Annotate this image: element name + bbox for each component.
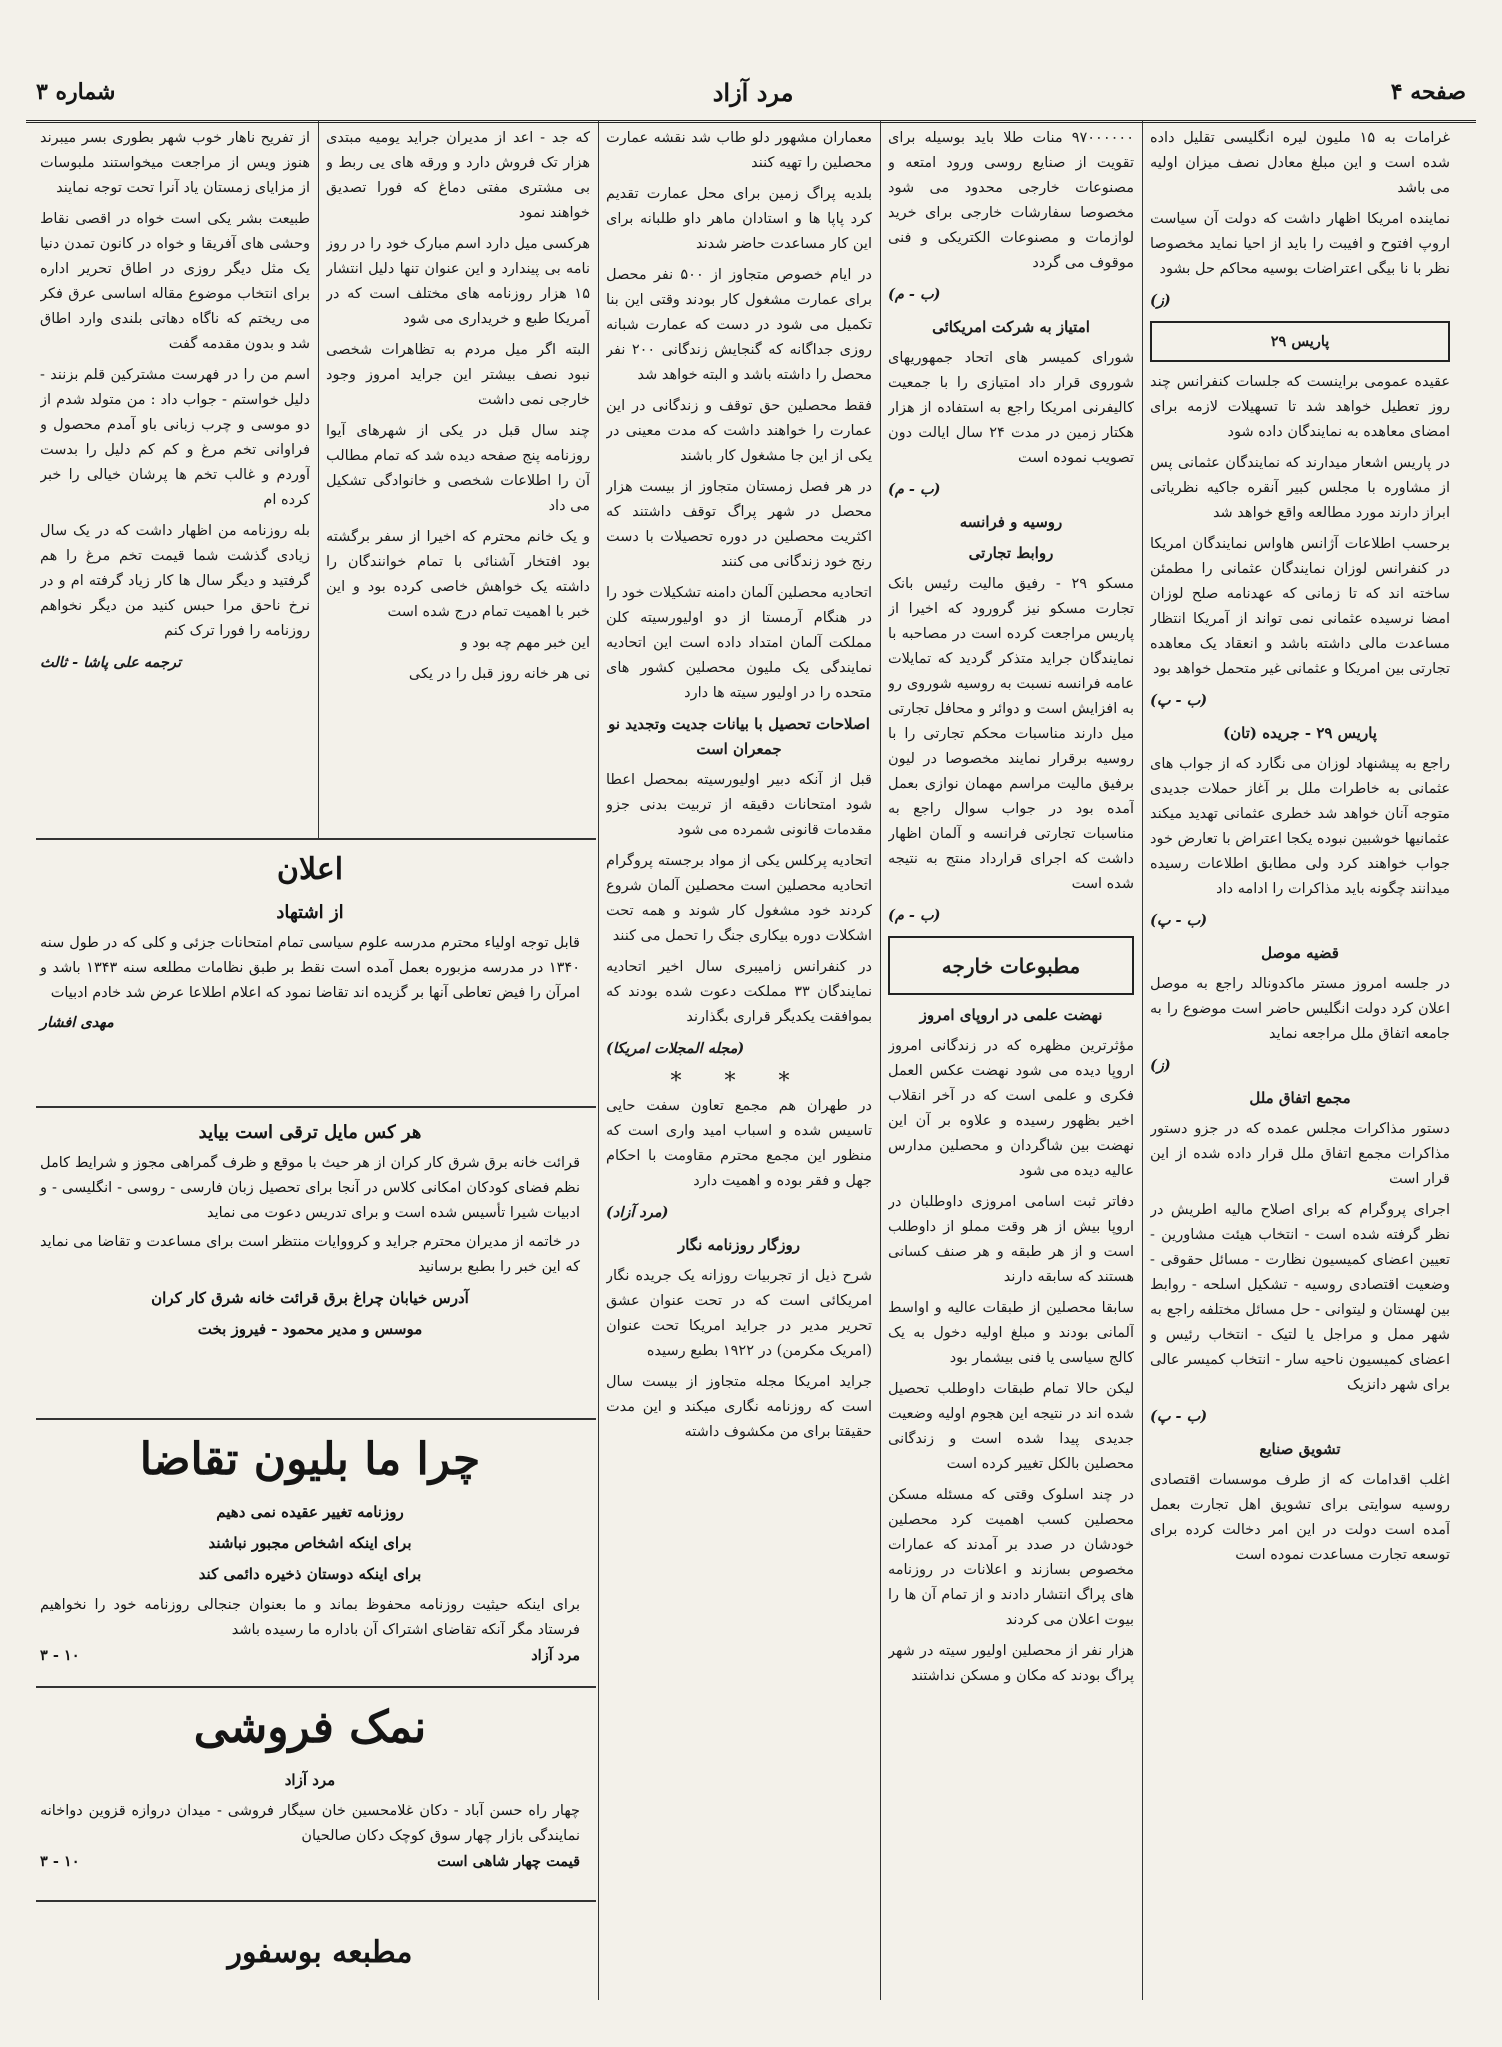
section-heading: قضیه موصل [1261,944,1339,962]
reading-hall-address: آدرس خیابان چراغ برق قرائت خانه شرق کار کران [151,1289,469,1307]
article-text: مسکو ۲۹ - رفیق مالیت رئیس بانک تجارت مسکو نیز گرورود که اخیرا از پاریس مراجعت کرده است در مصاحبه با نمایندگان جراید متذکر گردید که تمایلات عامه فرانسه نسبت به روسیه شوروی رو به افزایش است و دوائر و محافل تجارتی میل دارند مناسبات محکم تجارتی را با روسیه برقرار نمایند مخصوصا در لیون برفیق مالیت مراسم مهمان نوازی بعمل آمده بود در جواب سوال راجع به مناسبات تجارتی فرانسه و آلمان اظهار داشت که اجرای قرارداد منتج به نتیجه شده است [888,576,1134,892]
byline: ترجمه علی پاشا - ثالث [40,654,182,671]
announcement-ad [40,846,580,1098]
section-heading: روسیه و فرانسه [959,513,1063,531]
foreign-press-heading [888,936,1134,995]
subscription-notice [40,1426,580,1680]
article-text: در ایام خصوص متجاوز از ۵۰۰ نفر محصل برای عمارت مشغول کار بودند وقتی این بنا تکمیل می شود در دست که عمارت شبانه روزی جداگانه که گنجایش زندگانی ۲۰۰ نفر محصل را داشته باشد و البته خواهد شد [606,267,872,383]
byline: (ب - م) [888,481,941,498]
article-text: شورای کمیسر های اتحاد جمهوریهای شوروی قرار داد امتیازی را با جمعیت کالیفرنی امریکا راجع به استفاده از هزار هکتار زمین در مدت ۲۴ سال ایالت دون تصویب نموده است [888,350,1134,466]
announcement-subtitle: از اشتهاد [276,902,344,923]
article-text: قبل از آنکه دبیر اولیورسیته بمحصل اعطا شود امتحانات دقیقه از تربیت بدنی جزو مقدمات قانونی شمرده می شود [606,772,872,838]
sales-points-body: چهار راه حسن آباد - دکان غلامحسین خان سیگار فروشی - میدان دروازه قزوین دواخانه نمایندگی بازار چهار سوق کوچک دکان صالحیان [40,1803,580,1844]
article-text: اجرای پروگرام که برای اصلاح مالیه اطریش در نظر گرفته شده است - انتخاب هیئت مشاورین - تعیین اعضای کمیسیون نظارت - مسائل حقوقی - وضعیت اقتصادی روسیه - تشکیل اسلحه - روابط بین لهستان و لیتوانی - حل مسائل مختلفه راجع به شهر ممل و مراجل یا لتیک - انتخاب رئیس و اعضای کمیسیون ناحیه سار - انتخاب کمیسر عالی برای شهر دانزیک [1150,1202,1450,1393]
printer-imprint: مطبعه بوسفور [227,1935,413,1970]
article-text: نماینده امریکا اظهار داشت که دولت آن سیاست اروپ افتوح و افیبت را باید از احیا نماید مخصوصا نظر با نا بیگی اعتراضات بوسیه محاکم حل بشود [1150,211,1450,277]
section-separator: * * * [670,1069,808,1094]
column-rule [598,120,599,2000]
article-text: چند سال قبل در یکی از شهرهای آیوا روزنامه پنج صفحه دیده شد که تمام مطالب آن را اطلاعات شخصی و خانوادگی تشکیل می داد [326,423,590,514]
article-text: بلدیه پراگ زمین برای محل عمارت تقدیم کرد پاپا ها و استادان ماهر داو طلبانه برای این کار مساعدت حاضر شدند [606,186,872,252]
announcement-body: قابل توجه اولیاء محترم مدرسه علوم سیاسی تمام امتحانات جزئی و کلی که در طول سنه ۱۳۴۰ در مدرسه مزبوره بعمل آمده است نقط بر طبق نظامات مطلعه سنه ۱۳۴۳ باشد و امرآن را فیض تعاطی آنها بر گزیده اند تقاضا نمود که اعلام اطلاعا عرض شد خادم ادبیات [40,935,581,1001]
article-text: دفاتر ثبت اسامی امروزی داوطلبان در اروپا بیش از هر وقت مملو از داوطلب است و از هر طبقه و هر صنف کسانی هستند که سابقه دارند [888,1194,1134,1285]
article-text: از تفریح ناهار خوب شهر بطوری بسر میبرند هنوز ویس از مراجعت میخواستند ملبوسات از مزایای زمستان یاد آنرا تحت توجه نمایند [40,130,310,196]
sales-points-subtitle: مرد آزاد [284,1771,336,1789]
article-text: در پاریس اشعار میدارند که نمایندگان عثمانی پس از مشاوره با مجلس کبیر آنقره جاکیه نظریاتی ابراز دارند مورد مطالعه واقع خواهد شد [1150,455,1450,521]
article-text: و یک خانم محترم که اخیرا از سفر برگشته بود افتخار آشنائی با تمام خوانندگان را داشته یک خواهش خاصی کرده بود و این خبر با اهمیت تمام درج شده است [326,529,590,620]
section-heading: تشویق صنایع [1259,1440,1341,1458]
byline: (مرد آزاد) [606,1204,669,1221]
article-text: در طهران هم مجمع تعاون سفت حایی تاسیس شده و اسباب امید واری است که منظور این مجمع محترم مقاومت با احکام جهل و فقر بوده و اهمیت دارد [606,1098,872,1189]
foreign-press-title: مطبوعات خارجه [941,954,1081,978]
article-text: هرکسی میل دارد اسم مبارک خود را در روز نامه بی پیندارد و این عنوان تنها دلیل انتشار ۱۵ هزار روزنامه های مختلف است که در آمریکا طبع و خریداری می شود [326,236,590,327]
section-rule [36,1900,596,1902]
article-text: اسم من را در فهرست مشترکین قلم بزنند - دلیل خواستم - جواب داد : من متولد شدم از دو موسی و چرب زبانی باو آمدم محصول و فراوانی تخم مرغ و کم کم دلیل را بدست آوردم و غالب تخم ها پرشان خیالی را خبر کرده ام [40,367,310,508]
column-5 [40,126,310,826]
article-text: بله روزنامه من اظهار داشت که در یک سال زیادی گذشت شما قیمت تخم مرغ را هم گرفتید و دیگر سال ها کار زیاد گرفته ام و در نرخ ناحق مرا حبس کنید من دیگر نخواهم روزنامه را فورا ترک کنم [40,523,310,639]
article-text: فقط محصلین حق توقف و زندگانی در این عمارت را خواهند داشت که مدت معینی در یکی از این جا مشغول کار باشند [606,398,872,464]
notice-line: برای اینکه حیثیت روزنامه محفوظ بماند و ما بعنوان جنجالی روزنامه خود را نخواهیم فرستاد مگر آنکه تقاضای اشتراک آن باداره ما رسیده باشد [40,1597,580,1638]
reading-hall-body: قرائت خانه برق شرق کار کران از هر حیث با موقع و ظرف گمراهی مجوز و شرایط کامل نظم فضای کودکان امکانی کلاس در آنجا برای تحصیل زبان فارسی - روسی - انگلیسی - و ادبیات شیرا تأسیس شده است و برای تدریس دعوت می نماید [40,1155,580,1221]
notice-price: ۱۰ - ۳ [40,1647,80,1664]
reading-hall-ad [40,1114,580,1412]
byline: (ز) [1150,1057,1171,1074]
article-text: اتحادیه پرکلس یکی از مواد برجسته پروگرام اتحادیه محصلین است محصلین آلمان شروع کردند خود مشغول کار شوند و همه تحت اشکلات دوره بیکاری جنگ را تحمل می کنند [606,853,872,944]
section-heading: روزگار روزنامه نگار [678,1236,800,1254]
dateline-heading: پاریس ۲۹ [1150,321,1450,362]
column-rule [1142,120,1143,2000]
article-text: شرح ذیل از تجربیات روزانه یک جریده نگار امریکائی است که در تحت عنوان عشق تحریر مدیر در جراید امریکا تحت عنوان (امریک مکرمن) در ۱۹۲۲ بطبع رسیده [606,1268,872,1359]
column-2 [888,126,1134,2016]
article-text: در کنفرانس زامیبری سال اخیر اتحادیه نمایندگان ۳۳ مملکت دعوت شده بودند که بموافقت یکدیگر قراری بگذارند [606,959,872,1025]
article-text: البته اگر میل مردم به تظاهرات شخصی نبود نصف بیشتر این جراید امروز وجود خارجی نمی داشت [326,342,590,408]
article-text: اغلب اقدامات که از طرف موسسات اقتصادی روسیه سوایتی برای تشویق اهل تجارت بعمل آمده است دولت در این امر دخالت کرده برای توسعه تجارت مساعدت نموده است [1150,1472,1450,1563]
announcement-signature: مهدی افشار [40,1014,114,1031]
issue-number: شماره ۳ [36,79,116,105]
section-heading: مجمع اتفاق ملل [1249,1089,1351,1107]
section-rule [36,1418,596,1420]
article-text: در هر فصل زمستان متجاوز از بیست هزار محصل در شهر پراگ توقف داشتند که اکثریت محصلین در دوره تحصیلات با دست رنج خود زندگانی می کنند [606,479,872,570]
article-text: در جلسه امروز مستر ماکدونالد راجع به موصل اعلان کرد دولت انگلیس حاضر است موضوع را به جامعه اتفاق ملل مراجعه نماید [1150,976,1450,1042]
masthead [26,64,1476,123]
article-text: دستور مذاکرات مجلس عمده که در جزو دستور مذاکرات مجمع اتفاق ملل قرار داده شده از این قرار است [1150,1121,1450,1187]
page-number: صفحه ۴ [1390,79,1466,105]
article-text: معماران مشهور دلو طاب شد نقشه عمارت محصلین را تهیه کنند [606,130,872,171]
article-text: عقیده عمومی براینست که جلسات کنفرانس چند روز تعطیل خواهد شد تا تسهیلات لازمه برای امضای معاهده به نمایندگان داده شود [1150,374,1450,440]
byline: (ب - م) [888,286,941,303]
section-heading: روابط تجارتی [968,544,1054,562]
reading-hall-title: هر کس مایل ترقی است بیاید [198,1122,422,1143]
section-heading: امتیاز به شرکت امریکائی [932,318,1090,336]
paper-name: مرد آزاد [712,77,794,107]
byline: (ز) [1150,292,1171,309]
notice-line: برای اینکه دوستان ذخیره دائمی کند [198,1565,422,1583]
article-text: مؤثرترین مظهره که در زندگانی امروز اروپا دیده می شود نهضت عکس العمل فکری و علمی است که در آخر انقلاب اخیر بظهور رسیده و علاوه بر آن این نهضت بین شاگردان و محصلین مدارس عالیه دیده می شود [888,1038,1134,1179]
notice-line: برای اینکه اشخاص مجبور نباشند [208,1534,412,1552]
article-text: سابقا محصلین از طبقات عالیه و اواسط آلمانی بودند و مبلغ اولیه دخول به یک کالج سیاسی یا فنی بیشمار بود [888,1300,1134,1366]
section-rule [36,1106,596,1108]
column-3 [606,126,872,2016]
article-text: غرامات به ۱۵ ملیون لیره انگلیسی تقلیل داده شده است و این مبلغ معادل نصف میزان اولیه می باشد [1150,130,1450,196]
article-subtitle: نهضت علمی در اروپای امروز [919,1006,1103,1024]
article-text: طبیعت بشر یکی است خواه در اقصی نقاط وحشی های آفریقا و خواه در کانون تمدن دنیا یک مثل دیگر روزی در اطاق تحریر اداره برای انتخاب موضوع مقاله اساسی عرق فکر می ریختم که ناگاه دهاتی بلندی وارد اطاق شد و بدون مقدمه گفت [40,211,310,352]
article-text: ۹۷۰۰۰۰۰۰ منات طلا باید بوسیله برای تقویت از صنایع روسی ورود امتعه و مصنوعات خارجی محدود می شود مخصوصا سفارشات خارجی برای خرید لوازمات و مصنوعات الکتریکی و فنی موقوف می گردد [888,130,1134,271]
article-text: این خبر مهم چه بود و [460,635,590,651]
section-rule [36,838,596,840]
column-4 [326,126,590,826]
column-1 [1150,126,1450,2016]
sales-points-price-label: قیمت چهار شاهی است [437,1853,580,1870]
section-heading: اصلاحات تحصیل با بیانات جدیت وتجدید نو جمعران است [608,715,870,758]
notice-signature: مرد آزاد [531,1647,580,1664]
article-text: نی هر خانه روز قبل را در یکی [408,666,590,682]
article-text: اتحادیه محصلین آلمان دامنه تشکیلات خود را در هنگام آرمستا از دو اولیورسیته کلن مملکت آلمان امتداد داده است این اتحادیه نمایندگی یک ملیون محصلین کشور های متحده را در اولیور سیته ها دارد [606,585,872,701]
article-text: برحسب اطلاعات آژانس هاواس نمایندگان امریکا در کنفرانس لوزان نمایندگان عثمانی را مطمئن ساخته اند که تا زمانی که عهدنامه صلح لوزان امضا نرسیده عثمانی نمی تواند از آمریکا انتظار مساعدت مالی داشته باشد و انعقاد یک معاهده تجارتی بین امریکا و عثمانی غیر متحمل خواهد بود [1150,536,1450,677]
byline: (ب - پ) [1150,912,1208,929]
byline: (مجله المجلات امریکا) [606,1040,745,1057]
subscription-notice-title: چرا ما بلیون تقاضا [139,1434,481,1485]
notice-line: روزنامه تغییر عقیده نمی دهیم [216,1503,404,1521]
byline: (ب - پ) [1150,1408,1208,1425]
article-text: جراید امریکا مجله متجاوز از بیست سال است که روزنامه نگاری میکند و این مدت حقیقتا برای من مکشوف داشته [606,1374,872,1440]
article-text: که جد - اعد از مدیران جراید یومیه مبتدی هزار تک فروش دارد و ورقه های یی ربط و بی مشتری مفتی دماغ که فورا تصدیق خواهند نمود [326,130,590,221]
sales-points-title: نمک فروشی [193,1702,427,1753]
article-text: در چند اسلوک وقتی که مسئله مسکن محصلین کسب اهمیت کرد محصلین خودشان در صدد بر آمدند که عمارات مخصوص بسازند و اعلانات در روزنامه های پراگ انتشار دادند و از تمام آن ها را بیوت اعلان می کردند [888,1487,1134,1628]
dateline-heading: پاریس ۲۹ - جریده (تان) [1223,724,1377,742]
sales-points-price: ۱۰ - ۳ [40,1853,80,1870]
article-text: لیکن حالا تمام طبقات داوطلب تحصیل شده اند در نتیجه این هجوم اولیه وضعیت جدیدی پیدا شده است و زندگانی محصلین بالکل تغییر کرده است [888,1381,1134,1472]
reading-hall-body: در خاتمه از مدیران محترم جراید و کرووایات منتظر است برای مساعدت و تقاضا می نماید که این خبر را بطبع برسانید [40,1234,580,1275]
byline: (ب - م) [888,907,941,924]
announcement-title: اعلان [276,852,344,887]
article-text: راجع به پیشنهاد لوزان می نگارد که از جواب های عثمانی به خاطرات ملل بر آغاز حملات جدیدی متوجه آنان خواهد شد خطری عثمانی تهدید میکند عثمانیها خوشبین نبوده یکجا اعتراض با تعارض خود جواب خواهند کرد ولی مطابق اطلاعات رسیده میدانند چگونه باید مذاکرات را ادامه داد [1150,756,1450,897]
sales-points-ad [40,1694,580,1894]
article-text: هزار نفر از محصلین اولیور سیته در شهر پراگ بودند که مکان و مسکن نداشتند [888,1643,1134,1684]
column-rule [318,120,319,840]
section-rule [36,1686,596,1688]
byline: (ب - پ) [1150,692,1208,709]
reading-hall-signature: موسس و مدیر محمود - فیروز بخت [197,1320,423,1338]
column-rule [880,120,881,2000]
